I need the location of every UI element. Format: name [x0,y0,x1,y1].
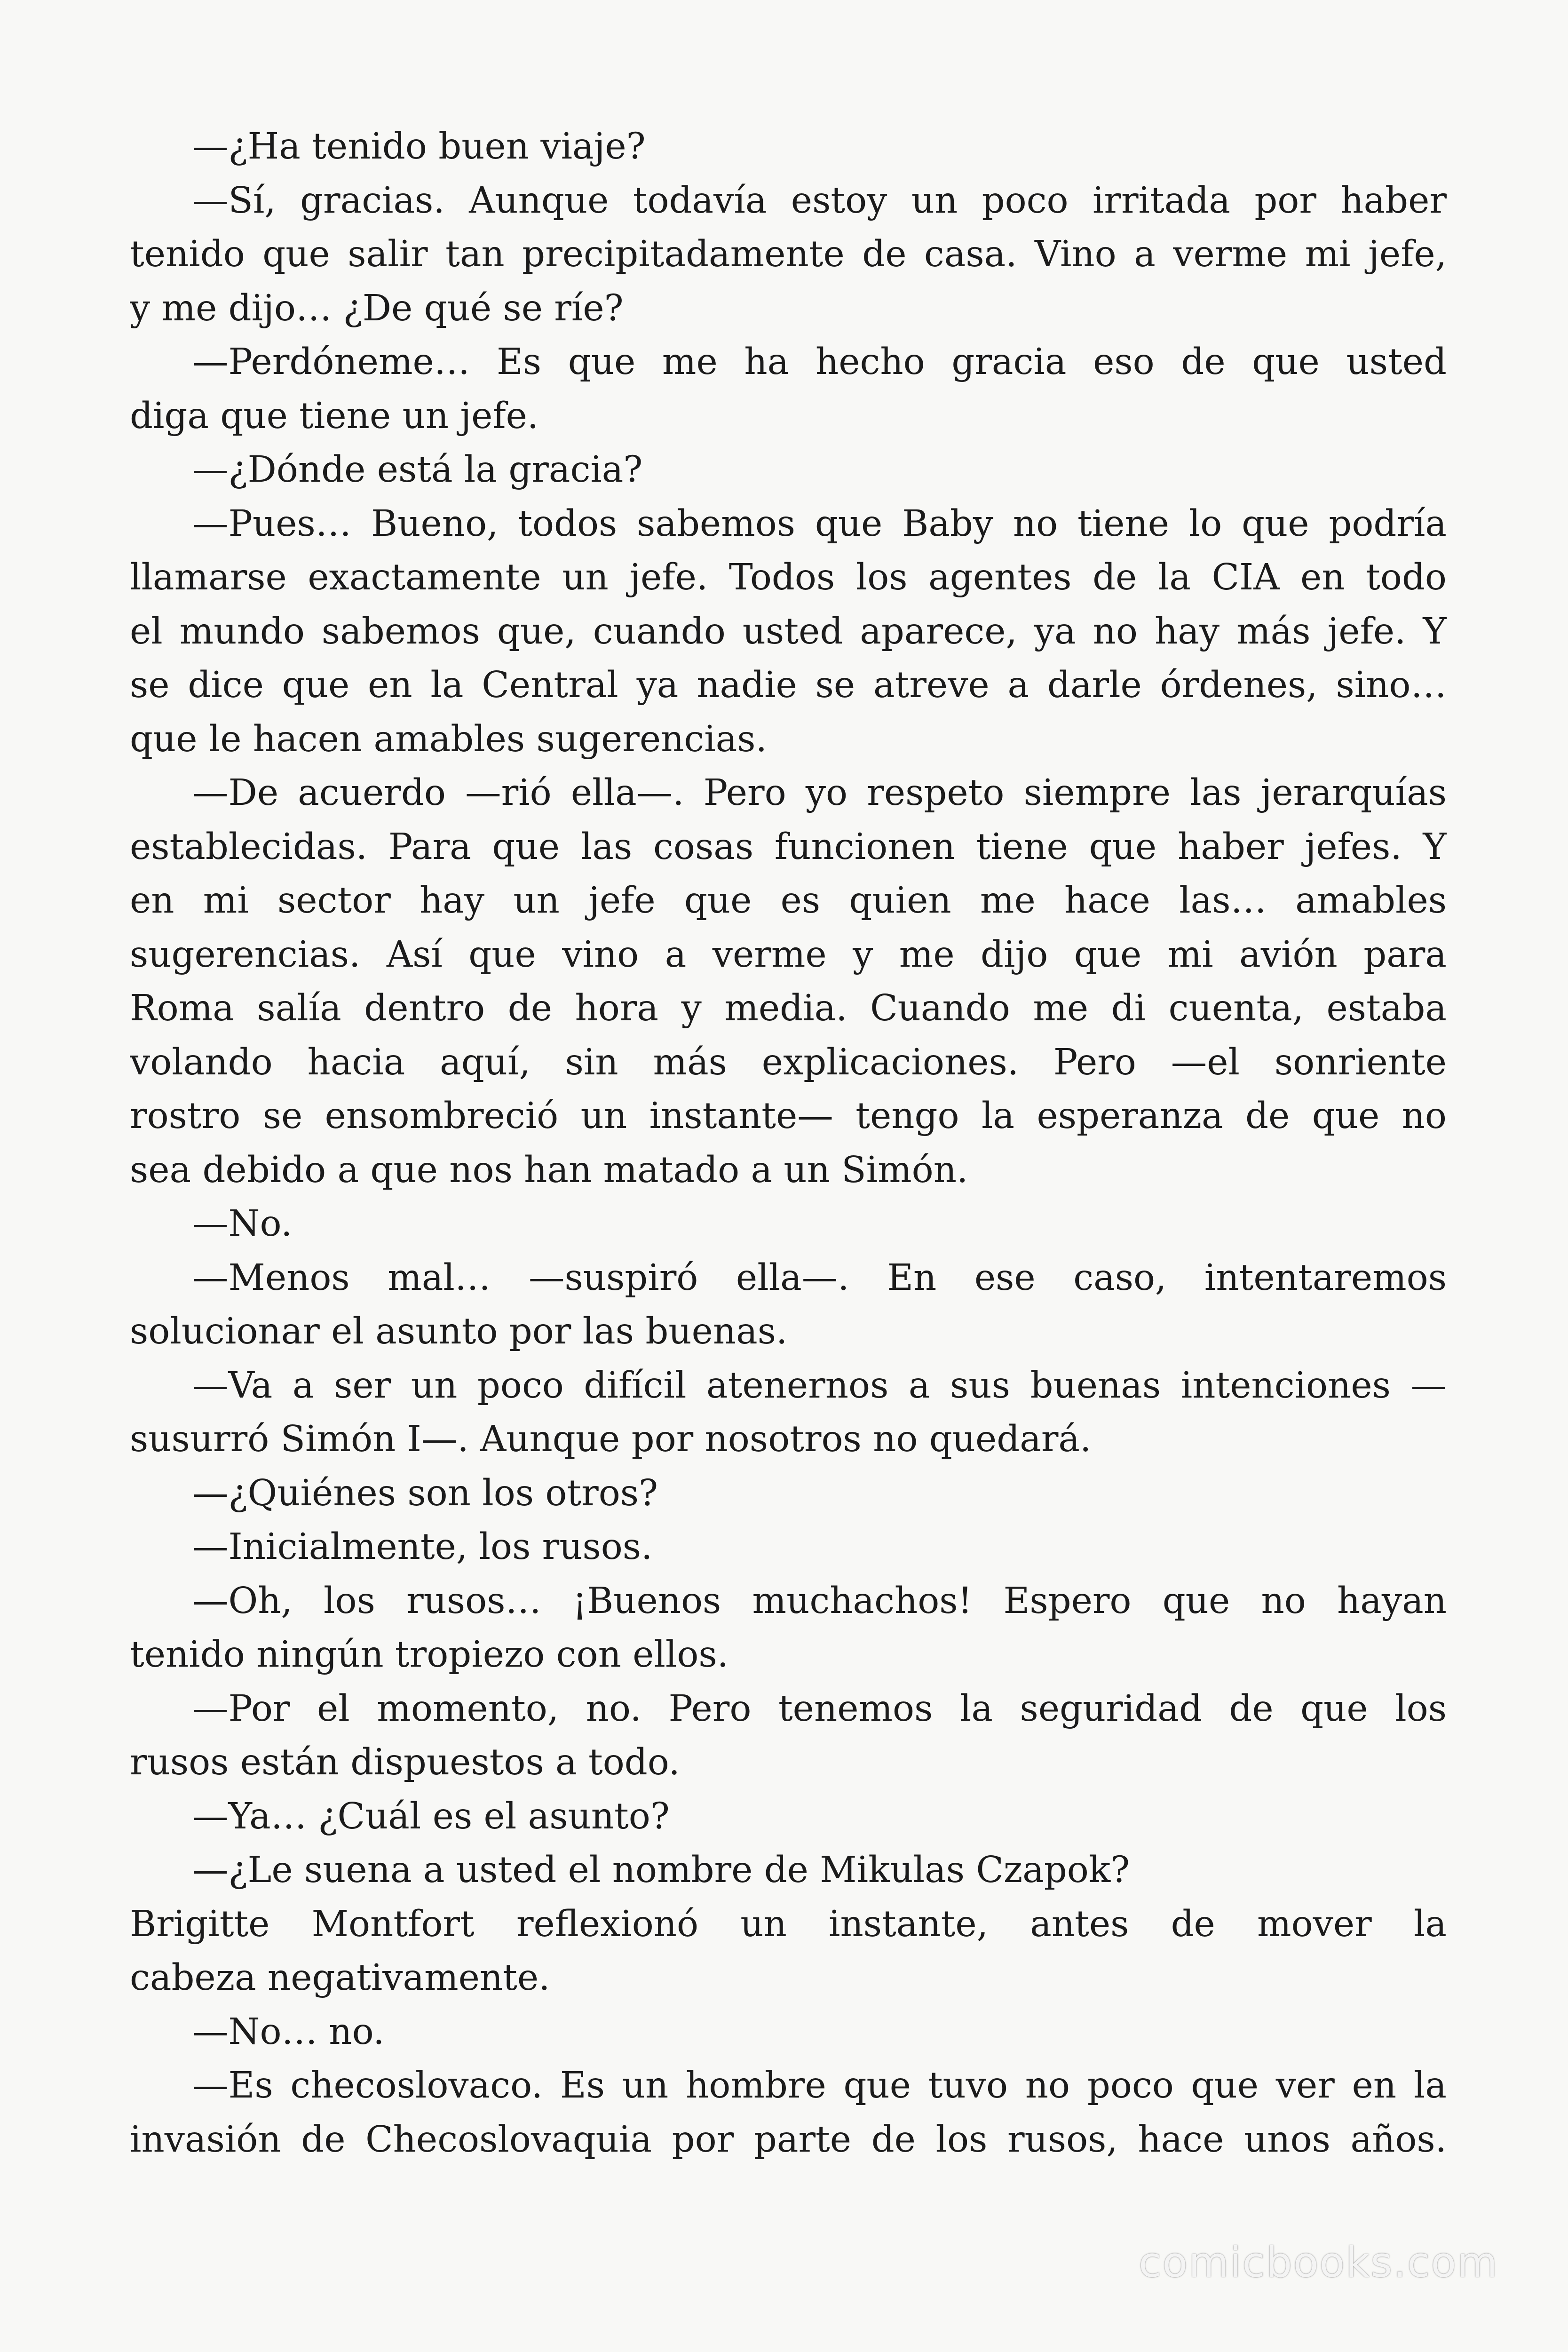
text-line: —Por el momento, no. Pero tenemos la seguridad de que los [192,1688,1447,1730]
text-line: —No. [192,1203,293,1245]
text-line: en mi sector hay un jefe que es quien me hace las… amables [130,880,1447,922]
text-line: llamarse exactamente un jefe. Todos los agentes de la CIA en todo [130,556,1447,598]
page-body [130,119,1447,2246]
text-line: se dice que en la Central ya nadie se atreve a darle órdenes, sino… [130,664,1447,706]
text-line: —Sí, gracias. Aunque todavía estoy un poco irritada por haber [192,180,1447,222]
text-line: sugerencias. Así que vino a verme y me dijo que mi avión para [130,934,1447,976]
text-line: invasión de Checoslovaquia por parte de los rusos, hace unos años. [130,2119,1447,2161]
text-line: —No… no. [192,2011,385,2053]
text-line: —Menos mal… —suspiró ella—. En ese caso, intentaremos [192,1257,1447,1299]
text-line: —Ya… ¿Cuál es el asunto? [192,1796,670,1837]
text-line: —Pues… Bueno, todos sabemos que Baby no tiene lo que podría [192,503,1447,545]
text-line: —De acuerdo —rió ella—. Pero yo respeto siempre las jerarquías [192,772,1447,814]
text-line: Brigitte Montfort reflexionó un instante, antes de mover la [130,1903,1447,1945]
text-line: susurró Simón I—. Aunque por nosotros no quedará. [130,1418,1092,1460]
text-line: tenido ningún tropiezo con ellos. [130,1634,729,1676]
text-line: —Es checoslovaco. Es un hombre que tuvo no poco que ver en la [192,2065,1447,2106]
watermark: comicbooks.com [1138,2238,1498,2287]
text-line: diga que tiene un jefe. [130,395,539,437]
text-line: —Oh, los rusos… ¡Buenos muchachos! Espero que no hayan [192,1580,1447,1622]
text-line: establecidas. Para que las cosas funcionen tiene que haber jefes. Y [130,826,1447,868]
text-line: —¿Dónde está la gracia? [192,449,643,491]
text-line: Roma salía dentro de hora y media. Cuando me di cuenta, estaba [130,987,1447,1029]
text-line: solucionar el asunto por las buenas. [130,1311,788,1352]
text-line: que le hacen amables sugerencias. [130,718,767,760]
text-line: cabeza negativamente. [130,1957,550,1999]
text-line: —Perdóneme… Es que me ha hecho gracia eso de que usted [192,341,1447,383]
text-line: el mundo sabemos que, cuando usted aparece, ya no hay más jefe. Y [130,611,1447,652]
text-line: rostro se ensombreció un instante— tengo la esperanza de que no [130,1095,1447,1137]
text-line: sea debido a que nos han matado a un Simón. [130,1149,968,1191]
text-line: —Inicialmente, los rusos. [192,1526,653,1568]
text-line: —¿Quiénes son los otros? [192,1472,658,1514]
text-line: rusos están dispuestos a todo. [130,1741,680,1783]
text-line: volando hacia aquí, sin más explicaciones. Pero —el sonriente [130,1041,1447,1083]
text-line: y me dijo… ¿De qué se ríe? [130,287,624,329]
text-line: —Va a ser un poco difícil atenernos a sus buenas intenciones — [192,1365,1447,1406]
text-line: —¿Le suena a usted el nombre de Mikulas Czapok? [192,1849,1130,1891]
text-line: —¿Ha tenido buen viaje? [192,126,646,167]
text-line: tenido que salir tan precipitadamente de casa. Vino a verme mi jefe, [130,233,1447,275]
